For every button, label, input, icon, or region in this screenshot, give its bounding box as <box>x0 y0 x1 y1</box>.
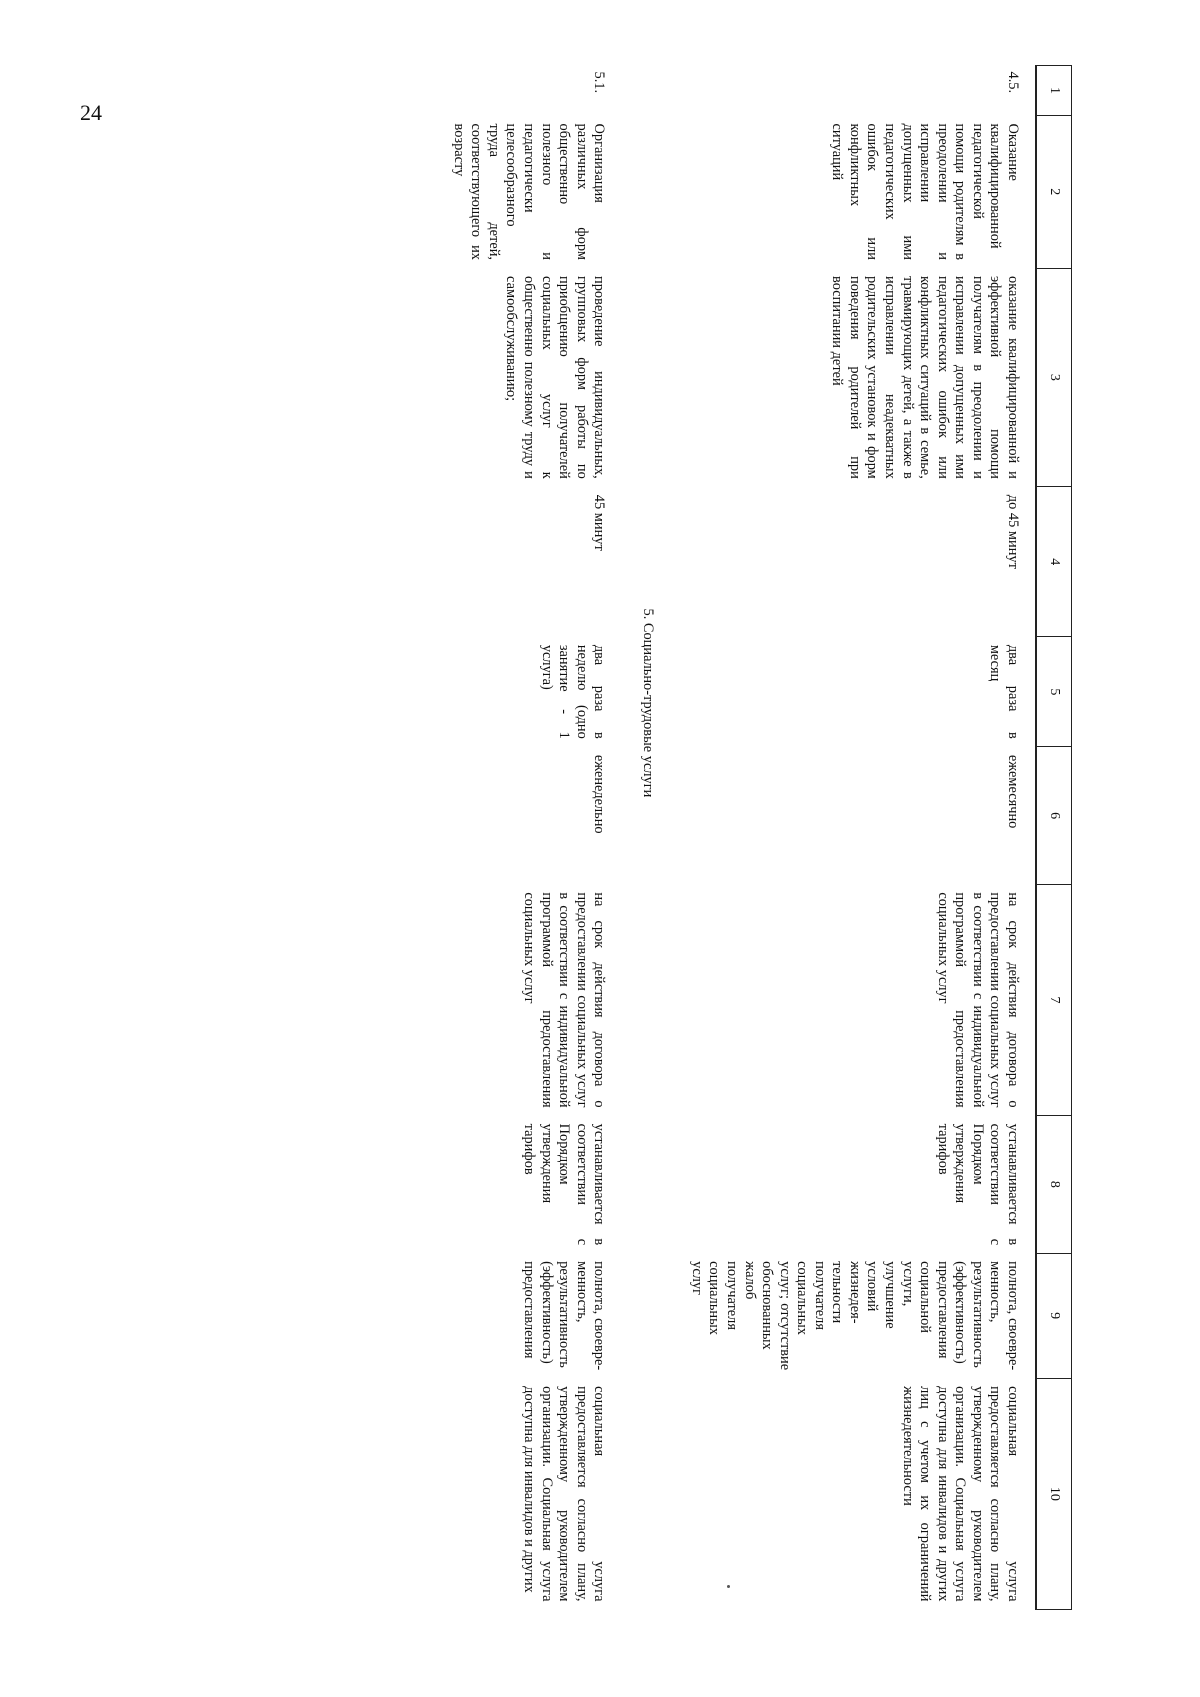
service-term: на срок действия договора о предоставлении социальных услуг в соответствии с индивидуальной программой предоставления социальных услуг <box>934 892 1021 1108</box>
column-number: 7 <box>1036 884 1072 1115</box>
service-tariff: устанавливается в соответствии с Порядком утверждения тарифов <box>521 1123 608 1246</box>
service-duration: до 45 минут <box>1005 494 1021 569</box>
page-number: 24 <box>80 100 102 125</box>
column-number: 8 <box>1036 1116 1072 1254</box>
column-number: 2 <box>1036 116 1072 269</box>
table-row <box>445 66 613 1610</box>
services-table-sheet <box>445 65 1072 1610</box>
service-name: Оказание квалифицированной педагогической помощи родителям в преодолении и исправлении допущенных ими педагогических ошибок или конфликтных ситуаций <box>829 123 1021 261</box>
column-number: 6 <box>1036 747 1072 885</box>
table-row <box>683 66 1036 1610</box>
service-norm: два раза в неделю (одно занятие - 1 услуга) <box>538 644 608 739</box>
service-conditions: социальная услуга предоставляется согласно плану, утвержденному руководителем организации. Социальная услуга доступна для инвалидов и других <box>521 1386 608 1602</box>
column-number: 10 <box>1036 1378 1072 1609</box>
service-norm: два раза в месяц <box>987 644 1021 739</box>
column-number: 3 <box>1036 268 1072 487</box>
column-number: 4 <box>1036 487 1072 637</box>
service-number: 4.5. <box>1005 71 1021 94</box>
service-tariff: устанавливается в соответствии с Порядком утверждения тарифов <box>934 1123 1021 1246</box>
service-quality: полнота, своевременность, результативность (эффективность) предоставления <box>521 1261 608 1371</box>
column-number-row <box>1036 66 1072 1610</box>
service-name: Организация различных форм общественно полезного и педагогически целесообразного труда детей, соответствующего их возрасту <box>450 123 608 261</box>
service-duration: 45 минут <box>591 494 608 551</box>
section-heading-row <box>613 66 683 1610</box>
service-description: оказание квалифицированной и эффективной помощи получателям в преодолении и исправлении допущенных ими педагогических ошибок или конфликтных ситуаций в семье, травмирующих детей, а также в исправлении неадекватных родительских установок и форм поведения родителей при воспитании детей <box>829 276 1021 479</box>
section-title: 5. Социально-трудовые услуги <box>640 608 657 798</box>
services-table <box>445 65 1072 1610</box>
column-number: 1 <box>1036 66 1072 116</box>
service-number: 5.1. <box>591 71 608 94</box>
service-conditions: социальная услуга предоставляется согласно плану, утвержденному руководителем организации. Социальная услуга доступна для инвалидов и других лиц с учетом их ограничений жизнедеятельности <box>899 1386 1021 1602</box>
service-frequency: еженедельно <box>591 754 608 834</box>
service-quality: полнота, своевременность, результативность (эффективность) предоставления социальной услуги, улучшение условий жизнедеятельности получателя социальных услуг; отсутствие обоснованных жалоб получателя социальных услуг <box>688 1261 1021 1371</box>
column-number: 5 <box>1036 637 1072 747</box>
service-frequency: ежемесячно <box>1005 754 1021 829</box>
column-number: 9 <box>1036 1253 1072 1378</box>
service-term: на срок действия договора о предоставлении социальных услуг в соответствии с индивидуальной программой предоставления социальных услуг <box>521 892 608 1108</box>
service-description: проведение индивидуальных, групповых форм работы по приобщению получателей социальных услуг к общественно полезному труду и самообслуживанию; <box>503 276 608 479</box>
